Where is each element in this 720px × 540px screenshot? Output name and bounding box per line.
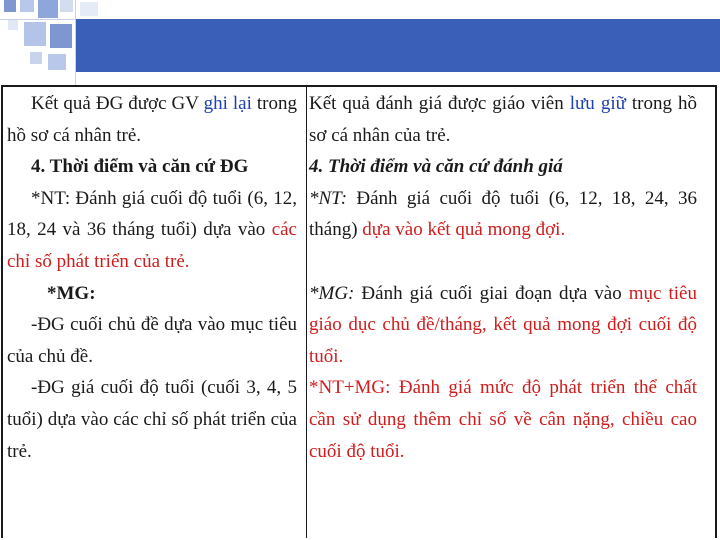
left-paragraph-mg-age: -ĐG giá cuối độ tuổi (cuối 3, 4, 5 tuổi) dựa vào các chỉ số phát triển của trẻ. (7, 377, 297, 462)
text: trong hồ sơ cá nhân trẻ. (7, 93, 298, 146)
decor-square (8, 20, 18, 30)
decor-square (50, 24, 72, 48)
text: Đánh giá cuối độ tuổi (6, 12, 18, 24, 36 tháng) (309, 187, 697, 241)
text: Kết quả đánh giá được giáo viên (309, 93, 570, 114)
left-paragraph-result (7, 88, 297, 151)
decor-square (38, 0, 58, 18)
right-column (309, 88, 697, 467)
text: Đánh giá cuối giai đoạn dựa vào (354, 282, 629, 304)
column-divider (306, 87, 307, 538)
highlight-text: lưu giữ (569, 93, 626, 114)
text: Kết quả ĐG được GV (31, 93, 204, 114)
highlight-text: ghi lại (203, 93, 252, 114)
highlight-text: mục tiêu giáo dục chủ đề/tháng, kết quả mong đợi cuối độ tuổi. (309, 282, 697, 367)
decor-vertical-line (75, 0, 76, 86)
comparison-table (1, 85, 717, 538)
left-column (7, 88, 297, 467)
text: *NT: Đánh giá cuối độ tuổi (6, 12, 18, 24 và 36 tháng tuổi) dựa vào (7, 187, 297, 241)
highlight-text: các chỉ số phát triển của trẻ. (7, 219, 297, 272)
decor-square (48, 54, 66, 70)
decor-square (30, 52, 42, 64)
right-heading-time: 4. Thời điểm và căn cứ đánh giá (309, 156, 563, 178)
header-decoration (0, 0, 720, 86)
header-band (75, 19, 720, 72)
decor-square (24, 22, 46, 46)
decor-square (80, 2, 98, 16)
left-paragraph-nt (7, 183, 297, 278)
left-heading-mg: *MG: (47, 282, 96, 304)
decor-square (20, 0, 34, 12)
label-text: *MG: (309, 282, 355, 304)
decor-square (60, 0, 73, 12)
right-paragraph-nt (309, 183, 697, 246)
text: trong hồ sơ cá nhân của trẻ. (309, 93, 697, 146)
right-paragraph-result (309, 88, 697, 151)
right-paragraph-nt-mg: *NT+MG: Đánh giá mức độ phát triển thể chất cần sử dụng thêm chỉ số về cân nặng, chiều cao cuối độ tuổi. (309, 377, 697, 462)
decor-square (4, 0, 16, 12)
left-paragraph-mg-topic: -ĐG cuối chủ đề dựa vào mục tiêu của chủ đề. (7, 314, 297, 367)
highlight-text: dựa vào kết quả mong đợi. (362, 219, 566, 241)
spacer (309, 246, 697, 278)
right-paragraph-mg (309, 278, 697, 373)
label-text: *NT: (309, 187, 348, 209)
left-heading-time: 4. Thời điểm và căn cứ ĐG (31, 156, 249, 178)
